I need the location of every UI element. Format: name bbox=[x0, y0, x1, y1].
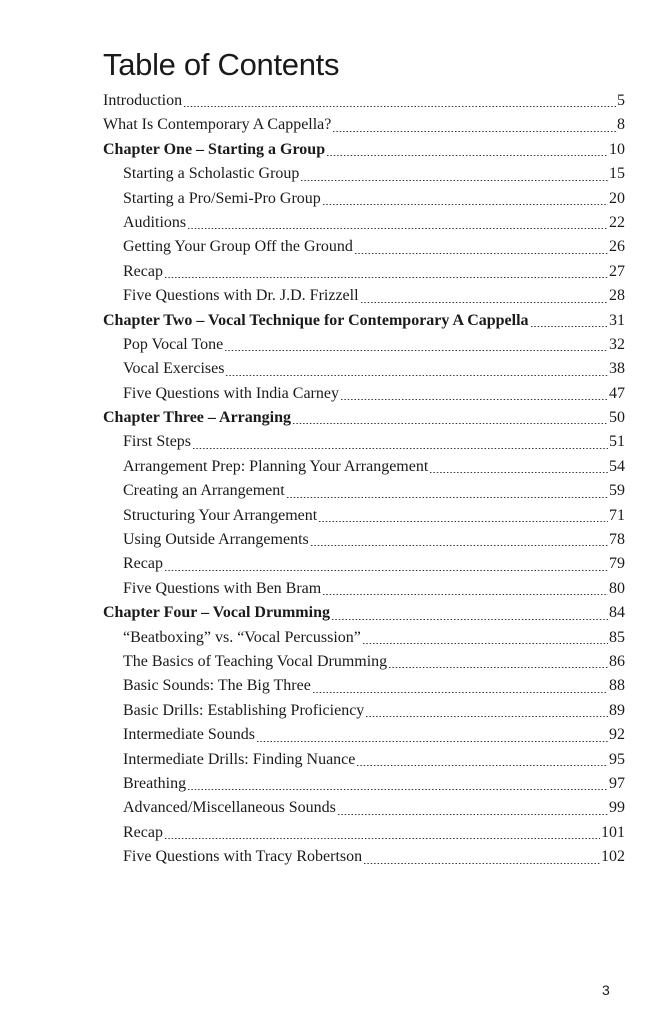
toc-entry bbox=[103, 284, 625, 308]
toc-entry-title: Starting a Scholastic Group bbox=[123, 165, 300, 183]
toc-entry-title: Starting a Pro/Semi-Pro Group bbox=[123, 189, 321, 207]
toc-entry bbox=[103, 479, 625, 503]
toc-entry-page-number: 88 bbox=[609, 677, 625, 695]
dot-leader bbox=[192, 448, 608, 449]
toc-entry bbox=[103, 626, 625, 650]
dot-leader bbox=[224, 350, 608, 351]
toc-entry-title: Chapter Four – Vocal Drumming bbox=[103, 604, 330, 622]
toc-chapter-entry bbox=[103, 406, 625, 430]
toc-entry-page-number: 20 bbox=[609, 189, 625, 207]
dot-leader bbox=[363, 863, 600, 864]
dot-leader bbox=[187, 228, 608, 229]
dot-leader bbox=[356, 765, 608, 766]
dot-leader bbox=[332, 131, 616, 132]
toc-entry bbox=[103, 650, 625, 674]
toc-entry-title: Introduction bbox=[103, 92, 183, 109]
toc-entry bbox=[103, 748, 625, 772]
toc-entry-title: Structuring Your Arrangement bbox=[123, 506, 318, 524]
toc-entry-page-number: 97 bbox=[609, 774, 625, 792]
toc-entry bbox=[103, 235, 625, 259]
dot-leader bbox=[312, 692, 608, 693]
toc-entry bbox=[103, 455, 625, 479]
toc-entry-title: Basic Drills: Establishing Proficiency bbox=[123, 701, 365, 719]
toc-entry-title: Recap bbox=[123, 823, 163, 841]
toc-entry bbox=[103, 382, 625, 406]
dot-leader bbox=[530, 326, 608, 327]
toc-entry-page-number: 22 bbox=[609, 213, 625, 231]
toc-entry-title: Getting Your Group Off the Ground bbox=[123, 238, 353, 256]
dot-leader bbox=[388, 667, 608, 668]
toc-entry-title: The Basics of Teaching Vocal Drumming bbox=[123, 652, 388, 670]
toc-entry-title: Chapter Three – Arranging bbox=[103, 409, 292, 427]
toc-entry-page-number: 50 bbox=[609, 409, 625, 427]
toc-entry-page-number: 31 bbox=[609, 311, 625, 329]
dot-leader bbox=[322, 594, 608, 595]
dot-leader bbox=[322, 204, 608, 205]
page-number: 3 bbox=[602, 982, 610, 998]
toc-entry-title: Chapter One – Starting a Group bbox=[103, 140, 326, 158]
toc-entry-page-number: 47 bbox=[609, 384, 625, 402]
toc-entry-page-number: 84 bbox=[609, 604, 625, 622]
toc-entry-title: Advanced/Miscellaneous Sounds bbox=[123, 799, 336, 817]
toc-entry bbox=[103, 699, 625, 723]
dot-leader bbox=[164, 277, 608, 278]
toc-entry-title: What Is Contemporary A Cappella? bbox=[103, 116, 332, 134]
toc-entry-page-number: 89 bbox=[609, 701, 625, 719]
toc-entry-page-number: 54 bbox=[609, 457, 625, 475]
toc-entry-page-number: 78 bbox=[609, 531, 625, 549]
dot-leader bbox=[326, 155, 608, 156]
toc-entry-title: Creating an Arrangement bbox=[123, 482, 285, 500]
toc-entry bbox=[103, 430, 625, 454]
toc-entry-page-number: 28 bbox=[609, 287, 625, 305]
toc-entry-page-number: 59 bbox=[609, 482, 625, 500]
toc-entry bbox=[103, 796, 625, 820]
toc-entry bbox=[103, 845, 625, 869]
toc-entry-page-number: 102 bbox=[601, 848, 625, 866]
toc-entry-page-number: 10 bbox=[609, 140, 625, 158]
dot-leader bbox=[292, 423, 608, 424]
toc-entry-page-number: 85 bbox=[609, 628, 625, 646]
toc-entry-page-number: 27 bbox=[609, 262, 625, 280]
toc-entry-title: Intermediate Sounds bbox=[123, 726, 255, 744]
dot-leader bbox=[354, 253, 608, 254]
toc-entry bbox=[103, 357, 625, 381]
toc-entry-title: Five Questions with Dr. J.D. Frizzell bbox=[123, 287, 359, 305]
toc-entry-title: Vocal Exercises bbox=[123, 360, 225, 378]
toc-entry bbox=[103, 528, 625, 552]
toc-entry-page-number: 51 bbox=[609, 433, 625, 451]
toc-entry bbox=[103, 260, 625, 284]
toc-entry-title: Chapter Two – Vocal Technique for Contemporary A Cappella bbox=[103, 311, 529, 329]
dot-leader bbox=[340, 399, 608, 400]
toc-chapter-entry bbox=[103, 309, 625, 333]
dot-leader bbox=[337, 814, 608, 815]
dot-leader bbox=[286, 497, 608, 498]
toc-entry bbox=[103, 113, 625, 137]
dot-leader bbox=[225, 375, 608, 376]
toc-entry-page-number: 71 bbox=[609, 506, 625, 524]
toc-entry bbox=[103, 187, 625, 211]
toc-entry bbox=[103, 333, 625, 357]
toc-entry bbox=[103, 211, 625, 235]
toc-entry-page-number: 79 bbox=[609, 555, 625, 573]
toc-entry-title: Intermediate Drills: Finding Nuance bbox=[123, 750, 356, 768]
toc-chapter-entry bbox=[103, 601, 625, 625]
toc-entry bbox=[103, 772, 625, 796]
toc-entry-page-number: 15 bbox=[609, 165, 625, 183]
toc-entry bbox=[103, 723, 625, 747]
toc-entry bbox=[103, 577, 625, 601]
toc-entry-page-number: 92 bbox=[609, 726, 625, 744]
toc-entry-title: First Steps bbox=[123, 433, 192, 451]
dot-leader bbox=[318, 521, 608, 522]
toc-entry bbox=[103, 552, 625, 576]
toc-entry-title: Basic Sounds: The Big Three bbox=[123, 677, 311, 695]
toc-entry-page-number: 32 bbox=[609, 335, 625, 353]
toc-entry-title: Pop Vocal Tone bbox=[123, 335, 224, 353]
toc-entry-title: Arrangement Prep: Planning Your Arrangement bbox=[123, 457, 429, 475]
toc-entry-title: Five Questions with India Carney bbox=[123, 384, 339, 402]
toc-entry bbox=[103, 504, 625, 528]
table-of-contents bbox=[103, 89, 625, 870]
toc-entry-page-number: 99 bbox=[609, 799, 625, 817]
toc-chapter-entry bbox=[103, 138, 625, 162]
dot-leader bbox=[164, 570, 608, 571]
dot-leader bbox=[365, 716, 608, 717]
toc-entry-page-number: 101 bbox=[601, 823, 625, 841]
toc-entry-page-number: 5 bbox=[617, 92, 625, 109]
toc-entry-title: Recap bbox=[123, 555, 163, 573]
toc-entry-page-number: 86 bbox=[609, 652, 625, 670]
toc-entry-page-number: 26 bbox=[609, 238, 625, 256]
toc-entry-page-number: 80 bbox=[609, 579, 625, 597]
dot-leader bbox=[429, 472, 608, 473]
dot-leader bbox=[256, 741, 608, 742]
toc-entry-title: “Beatboxing” vs. “Vocal Percussion” bbox=[123, 628, 361, 646]
toc-entry bbox=[103, 162, 625, 186]
toc-entry-title: Using Outside Arrangements bbox=[123, 531, 309, 549]
dot-leader bbox=[310, 545, 608, 546]
toc-entry-title: Five Questions with Ben Bram bbox=[123, 579, 322, 597]
dot-leader bbox=[360, 302, 608, 303]
toc-entry bbox=[103, 821, 625, 845]
dot-leader bbox=[187, 789, 608, 790]
toc-entry-title: Auditions bbox=[123, 213, 187, 231]
toc-entry-page-number: 95 bbox=[609, 750, 625, 768]
dot-leader bbox=[183, 106, 616, 107]
toc-entry bbox=[103, 674, 625, 698]
dot-leader bbox=[362, 643, 608, 644]
toc-entry bbox=[103, 89, 625, 113]
toc-entry-title: Five Questions with Tracy Robertson bbox=[123, 848, 363, 866]
toc-entry-page-number: 38 bbox=[609, 360, 625, 378]
dot-leader bbox=[300, 180, 608, 181]
page-title: Table of Contents bbox=[103, 47, 340, 82]
dot-leader bbox=[331, 619, 608, 620]
toc-entry-title: Recap bbox=[123, 262, 163, 280]
toc-entry-title: Breathing bbox=[123, 774, 187, 792]
dot-leader bbox=[164, 838, 600, 839]
toc-entry-page-number: 8 bbox=[617, 116, 625, 134]
